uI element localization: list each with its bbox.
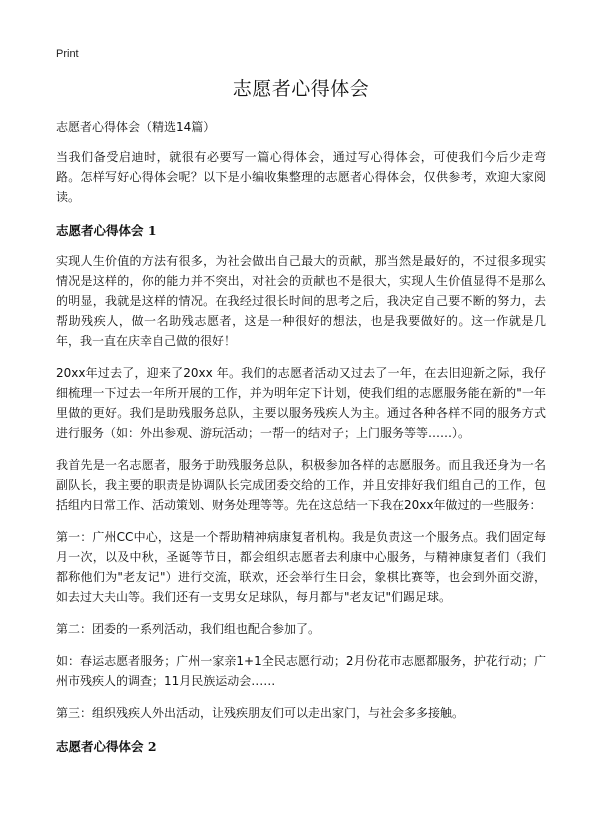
paragraph: 第一：广州CC中心，这是一个帮助精神病康复者机构。我是负责这一个服务点。我们固定每月一次，以及中秋，圣诞等节日，都会组织志愿者去利康中心服务，与精神康复者们（我们都称他们为"老友记"）进行交流，联欢，还会举行生日会，象棋比赛等，也会到外面交游，如去过大夫山等。我们还有一支男女足球队，每月都与"老友记"们踢足球。 xyxy=(56,530,546,604)
subtitle: 志愿者心得体会（精选14篇） xyxy=(56,120,216,134)
paragraph: 我首先是一名志愿者，服务于助残服务总队，积极参加各样的志愿服务。而且我还身为一名副队长，我主要的职责是协调队长完成团委交给的工作，并且安排好我们组自己的工作，包括组内日常工作、活动策划、财务处理等等。先在这总结一下我在20xx年做过的一些服务： xyxy=(56,458,546,512)
paragraph: 如：春运志愿者服务；广州一家亲1+1全民志愿行动；2月份花市志愿都服务，护花行动；广州市残疾人的调查；11月民族运动会…… xyxy=(56,654,546,688)
paragraph: 第三：组织残疾人外出活动，让残疾朋友们可以走出家门，与社会多多接触。 xyxy=(56,706,465,720)
section-heading-2: 志愿者心得体会 2 xyxy=(56,739,157,754)
paragraph: 实现人生价值的方法有很多，为社会做出自己最大的贡献，那当然是最好的，不过很多现实情况是这样的，你的能力并不突出，对社会的贡献也不是很大，实现人生价值显得不是那么的明显，我就是这样的情况。在我经过很长时间的思考之后，我决定自己要不断的努力，去帮助残疾人，做一名助残志愿者，这是一种很好的想法，也是我要做好的。这一作就是几年，我一直在庆幸自己做的很好！ xyxy=(56,254,546,348)
paragraph: 第二：团委的一系列活动，我们组也配合参加了。 xyxy=(56,622,321,636)
print-link[interactable]: Print xyxy=(56,48,79,60)
intro-paragraph: 当我们备受启迪时，就很有必要写一篇心得体会，通过写心得体会，可使我们今后少走弯路。怎样写好心得体会呢？以下是小编收集整理的志愿者心得体会，仅供参考，欢迎大家阅读。 xyxy=(56,150,546,204)
page-title: 志愿者心得体会 xyxy=(232,78,370,100)
section-heading-1: 志愿者心得体会 1 xyxy=(56,223,157,238)
document-body xyxy=(56,74,546,767)
paragraph: 20xx年过去了，迎来了20xx 年。我们的志愿者活动又过去了一年，在去旧迎新之际，我仔细梳理一下过去一年所开展的工作，并为明年定下计划，使我们组的志愿服务能在新的"一年里做的更好。我们是助残服务总队，主要以服务残疾人为主。通过各种各样不同的服务方式进行服务（如：外出参观、游玩活动；一帮一的结对子；上门服务等等……）。 xyxy=(56,366,546,440)
